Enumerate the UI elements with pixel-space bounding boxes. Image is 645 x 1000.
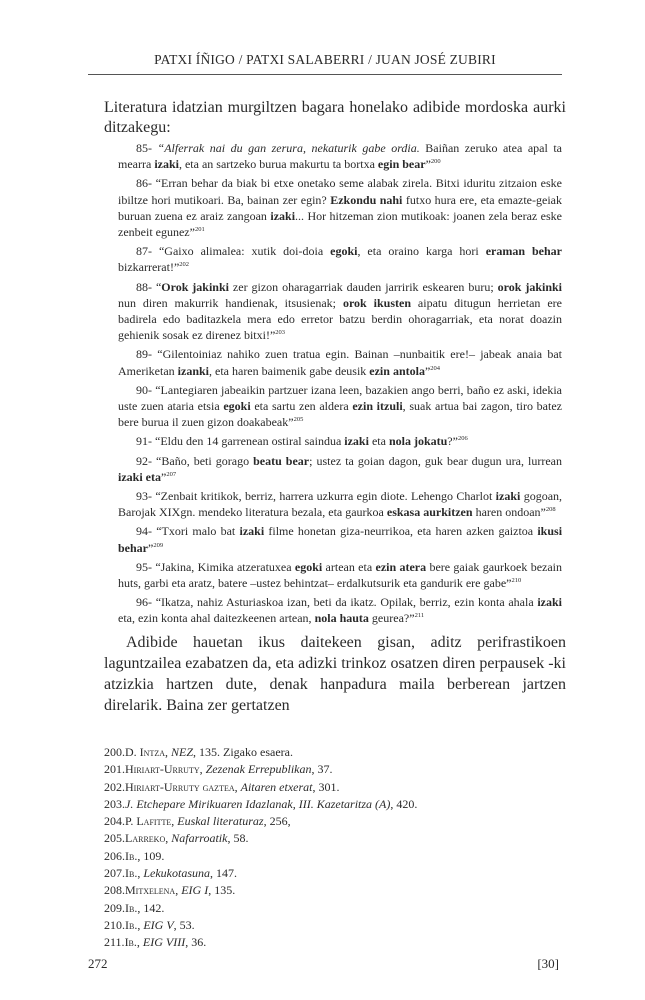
example-item — [118, 279, 562, 344]
footnote-work: Euskal literaturaz — [177, 814, 264, 829]
highlighted-verb: izaki eta — [118, 469, 161, 484]
quoted-text: gogoan, Barojak XIXgn. mendeko literatura bezala, eta gaurkoa — [118, 489, 563, 520]
intro-paragraph: Literatura idatzian murgiltzen bagara honelako adibide mordoska aurki ditzakegu: — [104, 99, 566, 136]
footnote — [104, 917, 544, 934]
conclusion-paragraph: Adibide hauetan ikus daitekeen gisan, aditz perifrastikoen laguntzailea ezabatzen da, eta adizki trinkoz osatzen diren perpausek -ki atzizkia hartzen dute, denak hanpadura maila berberean jartzen direlarik. Baina zer gertatzen — [104, 634, 566, 714]
highlighted-verb: nola jokatu — [388, 434, 448, 449]
highlighted-verb: izaki — [154, 157, 179, 172]
quoted-text: “Eldu den 14 garrenean ostiral saindua — [155, 434, 345, 449]
footnote-work: Lekukotasuna — [143, 866, 210, 881]
quoted-text: , eta oraino karga hori — [357, 244, 486, 259]
example-number: 93- — [136, 489, 152, 504]
footnote-ref: 208 — [545, 506, 556, 514]
footnote — [104, 934, 544, 951]
footnote-number: 205. — [104, 831, 125, 846]
highlighted-verb: eskasa aurkitzen — [386, 505, 473, 520]
quoted-text: ; ustez ta goian dagon, guk bear dugun ura, lurrean — [309, 453, 562, 468]
footnote-author: Ib., — [124, 935, 140, 950]
footnote — [104, 882, 544, 899]
page-number: 272 — [88, 956, 108, 971]
footnote-detail: , 135. Zigako esaera. — [193, 745, 293, 759]
quoted-text: eta sartu zen aldera — [250, 399, 353, 414]
example-number: 96- — [136, 595, 152, 610]
example-number: 87- — [136, 244, 152, 259]
footnote-number: 200. — [104, 745, 125, 759]
highlighted-verb: izaki — [239, 524, 265, 539]
highlighted-verb: ezin antola — [369, 363, 425, 378]
example-item — [118, 559, 562, 591]
quoted-text: bizkarrerat!” — [118, 260, 180, 275]
quoted-text: ... Hor hitzeman zion mutikoak: joanen zela beraz eske zenbeit egunez” — [118, 208, 563, 240]
bracket-page-number: [30] — [537, 956, 559, 971]
footnote — [104, 848, 544, 865]
example-item — [118, 382, 562, 431]
highlighted-verb: egoki — [330, 244, 358, 259]
highlighted-verb: Orok jakinki — [161, 279, 229, 294]
highlighted-verb: ezin itzuli — [352, 399, 403, 414]
highlighted-verb: izaki — [495, 489, 521, 504]
quoted-text: , eta haren baimenik gabe deusik — [209, 363, 370, 378]
footnote-ref: 200 — [430, 158, 441, 166]
footnote-author: Hiriart-Urruty, — [125, 762, 203, 777]
quoted-text: geurea?” — [368, 611, 415, 626]
footnote-ref: 202 — [179, 261, 190, 269]
footnote-detail: , 256, — [263, 814, 291, 829]
example-item — [118, 140, 562, 172]
footnote — [104, 900, 544, 917]
highlighted-verb: Ezkondu nahi — [330, 192, 403, 207]
footnote-number: 210. — [104, 917, 125, 932]
footnote-detail: , 58. — [227, 831, 249, 846]
footnote-work: Aitaren etxerat — [240, 779, 313, 794]
footnote-author: Larreko, — [125, 831, 169, 846]
quoted-text: , eta an sartzeko burua makurtu ta bortxa — [178, 157, 378, 172]
example-item — [118, 488, 562, 520]
footnote-detail: , 53. — [173, 917, 195, 932]
footnote-ref: 204 — [430, 364, 441, 372]
quoted-text: “Lantegiaren jabeaikin partzuer izana leen, bazakien ango berri, baño ez aski, idekia uste zuen ataria etsia — [118, 382, 562, 414]
quoted-text: ” — [425, 157, 431, 172]
example-number: 85- — [136, 141, 152, 155]
highlighted-verb: izaki — [270, 208, 296, 223]
footnote-number: 204. — [104, 814, 125, 829]
quoted-text: bere gaiak gaurkoek bezain huts, garbi eta aratz, batere –ustez behintzat– erdalkutsurik eta gandurik ere gabe” — [118, 559, 563, 591]
example-number: 92- — [136, 453, 152, 468]
quoted-text: filme honetan giza-neurrikoa, eta haren azken gaiztoa — [264, 524, 538, 539]
highlighted-verb: orok jakinki — [497, 279, 563, 294]
quoted-text: artean eta — [322, 559, 376, 574]
example-number: 86- — [136, 176, 152, 191]
running-head: PATXI ÍÑIGO / PATXI SALABERRI / JUAN JOSÉ ZUBIRI — [154, 52, 496, 67]
quoted-text: “Erran behar da biak bi etxe onetako seme alabak zirela. Bitxi iduritu zitzaion eske ibiltze hori mutikoari. Ba, bainan zer egin? — [118, 176, 562, 207]
footnote-detail: , 420. — [390, 796, 418, 811]
quoted-text: “Ikatza, nahiz Asturiaskoa izan, beti da ikatz. Opilak, berriz, ezin konta ahala — [155, 595, 538, 610]
highlighted-verb: nola hauta — [314, 611, 369, 626]
example-item — [118, 594, 562, 626]
quoted-text: “Txori malo bat — [156, 524, 240, 539]
footnote-number: 209. — [104, 900, 125, 915]
quoted-text: “Gilentoiniaz nahiko zuen tratua egin. Bainan –nunbaitik ere!– jabeak anaia bat Ameriketan — [118, 347, 563, 378]
footnote-number: 201. — [104, 762, 125, 777]
footnote-author: Ib., — [125, 917, 141, 932]
footnote — [104, 796, 544, 813]
footnote-work: NEZ — [171, 745, 194, 759]
highlighted-verb: egoki — [223, 399, 251, 414]
quoted-text: ” — [424, 363, 431, 378]
footnote — [104, 865, 544, 882]
footnote-ref: 209 — [153, 541, 164, 549]
example-number: 94- — [136, 524, 152, 539]
footnote-author: Hiriart-Urruty gaztea, — [125, 779, 238, 794]
footnote-author: P. Lafitte, — [125, 814, 175, 829]
highlighted-verb: eraman behar — [485, 244, 562, 259]
footnote-number: 208. — [104, 883, 125, 898]
footnote-ref: 203 — [275, 329, 286, 337]
footnote — [104, 744, 544, 761]
quoted-text: ” — [148, 540, 154, 555]
footnote-number: 211. — [104, 935, 125, 950]
quoted-text: “Alferrak nai du gan zerura, nekaturik gabe ordia. — [157, 141, 420, 155]
footnote-number: 202. — [104, 779, 125, 794]
quoted-text: eta — [368, 434, 389, 449]
quoted-text: zer gizon oharagarriak dauden jarririk eskearen buru; — [229, 279, 498, 294]
example-number: 88- — [136, 279, 152, 294]
footnote-ref: 206 — [457, 435, 468, 443]
highlighted-verb: egin bear — [377, 157, 426, 172]
quoted-text: ” — [161, 469, 167, 484]
example-number: 95- — [136, 559, 152, 574]
footnote-author: Mitxelena, — [125, 883, 179, 898]
highlighted-verb: beatu bear — [253, 453, 310, 468]
footnote-author: Ib., 109. — [125, 848, 165, 863]
example-item — [118, 175, 562, 240]
footnote-work: EIG I — [181, 883, 209, 898]
examples-list — [118, 140, 562, 630]
quoted-text: “Jakina, Kimika atzeratuxea — [155, 559, 295, 574]
footnote-detail: , 135. — [208, 883, 236, 898]
quoted-text: “Zenbait kritikok, berriz, harrera uzkurra egin diote. Lehengo Charlot — [155, 489, 496, 504]
example-item — [118, 346, 562, 378]
highlighted-verb: izanki — [177, 363, 209, 378]
footnotes — [104, 744, 544, 952]
footnote-number: 207. — [104, 866, 125, 881]
highlighted-verb: ezin atera — [375, 559, 427, 574]
footnote-detail: , 36. — [185, 935, 207, 950]
quoted-text: eta, ezin konta ahal daitezkeenen artean, — [118, 611, 315, 626]
quoted-text: aipatu ditugun herrietan ere badirela edo baditazkela mera edo erretor batzu berdin ohoragarriak, eta norat doazin gehienik sosak ez direnez bitxi!” — [118, 295, 562, 343]
footnote-work: EIG VIII — [142, 935, 186, 950]
footnote-author: D. Intza, — [125, 745, 168, 759]
highlighted-verb: egoki — [294, 559, 323, 574]
footnote-detail: , 147. — [210, 866, 237, 881]
highlighted-verb: izaki — [344, 434, 369, 449]
quoted-text: ?” — [447, 434, 458, 449]
footnote-number: 203. — [104, 796, 125, 811]
example-number: 90- — [136, 382, 152, 397]
example-item — [118, 433, 562, 449]
footnote — [104, 779, 544, 796]
footnote-ref: 201 — [194, 226, 205, 234]
header-rule — [88, 74, 562, 75]
footnote-author: Ib., 142. — [125, 900, 165, 915]
example-number: 91- — [136, 434, 152, 449]
footnote-work: J. Etchepare Mirikuaren Idazlanak, III. Kazetaritza (A) — [125, 796, 391, 811]
footnote — [104, 830, 544, 847]
quoted-text: futxo hura ere, eta emazte-geiak buruan zuena ez araiz zangoan — [118, 192, 562, 223]
highlighted-verb: ikusi behar — [118, 524, 563, 555]
footnote-ref: 210 — [511, 577, 522, 585]
quoted-text: Baiñan zeruko atea apal ta mearra — [118, 141, 562, 172]
footnote — [104, 761, 544, 778]
example-item — [118, 453, 562, 485]
quoted-text: , suak artua bai zagon, tiro batez bere burua il zuen gizon doakabeak” — [118, 399, 562, 430]
quoted-text: “Baño, beti gorago — [156, 453, 254, 468]
footnote — [104, 813, 544, 830]
footnote-detail: , 301. — [312, 779, 340, 794]
footnote-ref: 205 — [293, 416, 304, 424]
quoted-text: “ — [155, 279, 162, 294]
example-item — [118, 523, 562, 555]
footnote-work: EIG V — [143, 917, 174, 932]
quoted-text: haren ondoan” — [472, 505, 546, 520]
quoted-text: “Gaixo alimalea: xutik doi-doia — [158, 244, 331, 259]
footnote-ref: 211 — [414, 612, 425, 620]
footnote-detail: , 37. — [311, 762, 333, 777]
highlighted-verb: orok ikusten — [342, 295, 411, 310]
footnote-author: Ib., — [125, 866, 141, 881]
footnote-number: 206. — [104, 848, 125, 863]
footnote-work: Zezenak Errepublikan — [205, 762, 312, 777]
example-item — [118, 243, 562, 275]
highlighted-verb: izaki — [537, 595, 562, 610]
footnote-ref: 207 — [166, 470, 177, 478]
example-number: 89- — [136, 347, 152, 362]
footnote-work: Nafarroatik — [171, 831, 228, 846]
quoted-text: nun diren makurrik handienak, itsusienak; — [118, 295, 343, 310]
